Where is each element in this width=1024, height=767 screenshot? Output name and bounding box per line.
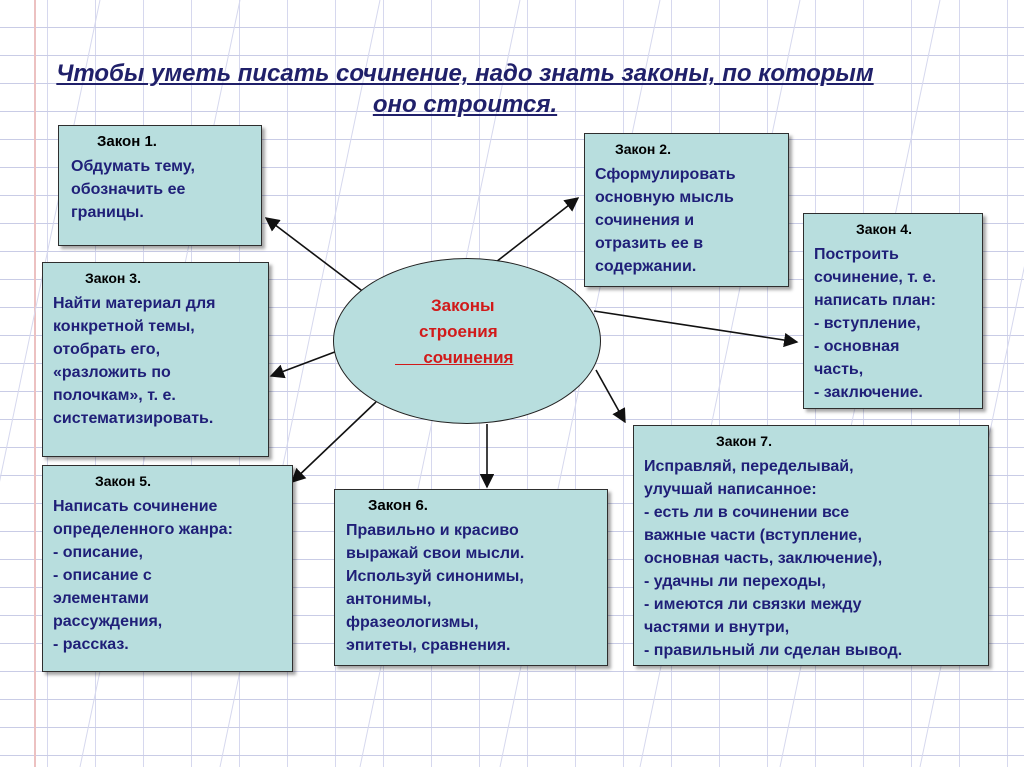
law-2-box (584, 133, 789, 287)
center-label (395, 293, 555, 371)
law-1-heading: Закон 1. (97, 133, 157, 150)
law-6-text: Правильно и красиво выражай свои мысли. Используй синонимы, антонимы, фразеологизмы, эпитеты, сравнения. (346, 522, 525, 654)
center-label-line-2: строения (419, 322, 498, 341)
law-4-heading: Закон 4. (856, 221, 912, 237)
law-7-text: Исправляй, переделывай, улучшай написанное: - есть ли в сочинении все важные части (вступление, основная часть, заключение), - удачны ли переходы, - имеются ли связки между частями и внутри, - правильный ли сделан вывод. (644, 458, 903, 659)
law-3-heading: Закон 3. (85, 270, 141, 286)
law-7-box (633, 425, 989, 666)
law-6-heading: Закон 6. (368, 497, 428, 514)
law-1-box (58, 125, 262, 246)
law-7-heading: Закон 7. (716, 433, 772, 449)
arrow-law-7 (596, 370, 625, 422)
law-6-box (334, 489, 608, 666)
arrow-law-2 (496, 198, 578, 262)
law-2-heading: Закон 2. (615, 141, 671, 157)
center-label-line-3: сочинения (395, 348, 514, 367)
center-label-line-1: Законы (431, 296, 495, 315)
law-1-text: Обдумать тему, обозначить ее границы. (71, 158, 195, 221)
law-4-text: Построить сочинение, т. е. написать план: - вступление, - основная часть, - заключение. (814, 246, 936, 401)
page-title: Чтобы уметь писать сочинение, надо знать законы, по которым оно строится. (56, 60, 874, 118)
law-3-box (42, 262, 269, 457)
arrow-law-5 (292, 402, 376, 482)
law-5-box (42, 465, 293, 672)
arrow-law-1 (266, 218, 365, 293)
arrow-law-4 (594, 311, 797, 342)
law-3-text: Найти материал для конкретной темы, отобрать его, «разложить по полочкам», т. е. систематизировать. (53, 295, 216, 427)
law-4-box (803, 213, 983, 409)
arrow-law-3 (271, 350, 340, 376)
law-2-text: Сформулировать основную мысль сочинения и отразить ее в содержании. (595, 166, 736, 275)
law-5-text: Написать сочинение определенного жанра: - описание, - описание с элементами рассуждения, - рассказ. (53, 498, 233, 653)
law-5-heading: Закон 5. (95, 473, 151, 489)
